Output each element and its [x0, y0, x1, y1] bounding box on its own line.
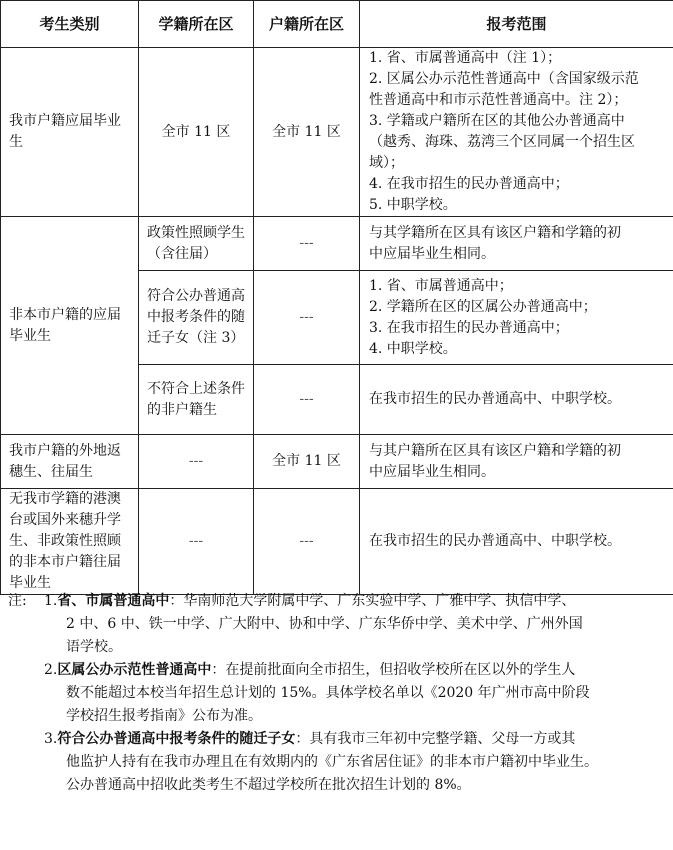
notes-label: 注: — [8, 593, 27, 609]
header-household-district: 户籍所在区 — [254, 1, 360, 48]
scope-line: 3. 在我市招生的民办普通高中； — [369, 319, 569, 336]
scope-line: 中应届毕业生相同。 — [369, 463, 495, 480]
scope-cell: 在我市招生的民办普通高中、中职学校。 — [360, 489, 673, 595]
note-number: 1. — [44, 593, 58, 609]
note-first-line — [44, 659, 666, 682]
table-header-row — [1, 1, 673, 48]
scope-cell — [360, 435, 673, 489]
note-text: ：华南师范大学附属中学、广东实验中学、广雅中学、执信中学、 — [169, 593, 576, 609]
household-district-cell: --- — [254, 271, 360, 365]
scope-cell — [360, 48, 673, 217]
header-application-scope: 报考范围 — [360, 1, 673, 48]
note-text-line: 学校招生报考指南》公布为准。 — [66, 708, 262, 724]
note-title: 省、市属普通高中 — [57, 593, 170, 609]
category-cell: 非本市户籍的应届毕业生 — [1, 217, 139, 435]
scope-line: 4. 在我市招生的民办普通高中； — [369, 176, 569, 192]
scope-line: 中应届毕业生相同。 — [369, 245, 495, 262]
note-number: 3. — [44, 731, 58, 747]
note-text-line: 2 中、6 中、铁一中学、广大附中、协和中学、广东华侨中学、美术中学、广州外国 — [66, 616, 583, 632]
scope-line: 域）； — [369, 155, 404, 171]
scope-line: 2. 区属公办示范性普通高中（含国家级示范 — [369, 71, 639, 87]
scope-line: 4. 中职学校。 — [369, 340, 457, 357]
scope-line: 与其户籍所在区具有该区户籍和学籍的初 — [369, 442, 621, 459]
note-first-line — [44, 728, 666, 751]
school-district-cell: --- — [139, 489, 254, 595]
note-text: ：具有我市三年初中完整学籍、父母一方或其 — [295, 731, 576, 747]
note-3 — [44, 728, 666, 797]
note-text: ：在提前批面向全市招生，但招收学校所在区以外的学生人 — [211, 662, 576, 678]
household-district-cell: 全市 11 区 — [254, 435, 360, 489]
note-number: 2. — [44, 662, 58, 678]
school-district-cell: --- — [139, 435, 254, 489]
note-first-line — [44, 590, 666, 613]
scope-line: 1. 省、市属普通高中； — [369, 277, 513, 294]
household-district-cell: --- — [254, 489, 360, 595]
scope-cell — [360, 271, 673, 365]
note-title: 符合公办普通高中报考条件的随迁子女 — [57, 731, 296, 747]
scope-line: （越秀、海珠、荔湾三个区同属一个招生区 — [369, 134, 635, 150]
school-district-cell: 全市 11 区 — [139, 48, 254, 217]
scope-line: 3. 学籍或户籍所在区的其他公办普通高中 — [369, 113, 625, 129]
scope-line: 性普通高中和市示范性普通高中。注 2）； — [369, 92, 628, 108]
note-text-line: 他监护人持有在我市办理且在有效期内的《广东省居住证》的非本市户籍初中毕业生。 — [66, 754, 598, 770]
scope-line: 5. 中职学校。 — [369, 197, 457, 213]
header-student-category: 考生类别 — [1, 1, 139, 48]
school-district-cell: 政策性照顾学生（含往届） — [139, 217, 254, 271]
scope-line: 1. 省、市属普通高中（注 1）； — [369, 50, 562, 66]
table-row — [1, 48, 673, 217]
category-cell: 我市户籍的外地返穗生、往届生 — [1, 435, 139, 489]
household-district-cell: --- — [254, 365, 360, 435]
household-district-cell: --- — [254, 217, 360, 271]
header-school-district: 学籍所在区 — [139, 1, 254, 48]
school-district-cell: 符合公办普通高中报考条件的随迁子女（注 3） — [139, 271, 254, 365]
table-row — [1, 217, 673, 271]
scope-cell: 在我市招生的民办普通高中、中职学校。 — [360, 365, 673, 435]
note-1 — [44, 590, 666, 659]
note-2 — [44, 659, 666, 728]
note-text-line: 语学校。 — [66, 639, 122, 655]
table-row — [1, 489, 673, 595]
household-district-cell: 全市 11 区 — [254, 48, 360, 217]
table-row — [1, 435, 673, 489]
scope-line: 与其学籍所在区具有该区户籍和学籍的初 — [369, 224, 621, 241]
category-cell: 我市户籍应届毕业生 — [1, 48, 139, 217]
note-text-line: 数不能超过本校当年招生总计划的 15%。具体学校名单以《2020 年广州市高中阶段 — [66, 685, 590, 701]
scope-line: 2. 学籍所在区的区属公办普通高中； — [369, 298, 597, 315]
scope-cell — [360, 217, 673, 271]
note-text-line: 公办普通高中招收此类考生不超过学校所在批次招生计划的 8%。 — [66, 777, 471, 793]
school-district-cell: 不符合上述条件的非户籍生 — [139, 365, 254, 435]
note-title: 区属公办示范性普通高中 — [57, 662, 212, 678]
category-cell: 无我市学籍的港澳台或国外来穗升学生、非政策性照顾的非本市户籍往届毕业生 — [1, 489, 139, 595]
